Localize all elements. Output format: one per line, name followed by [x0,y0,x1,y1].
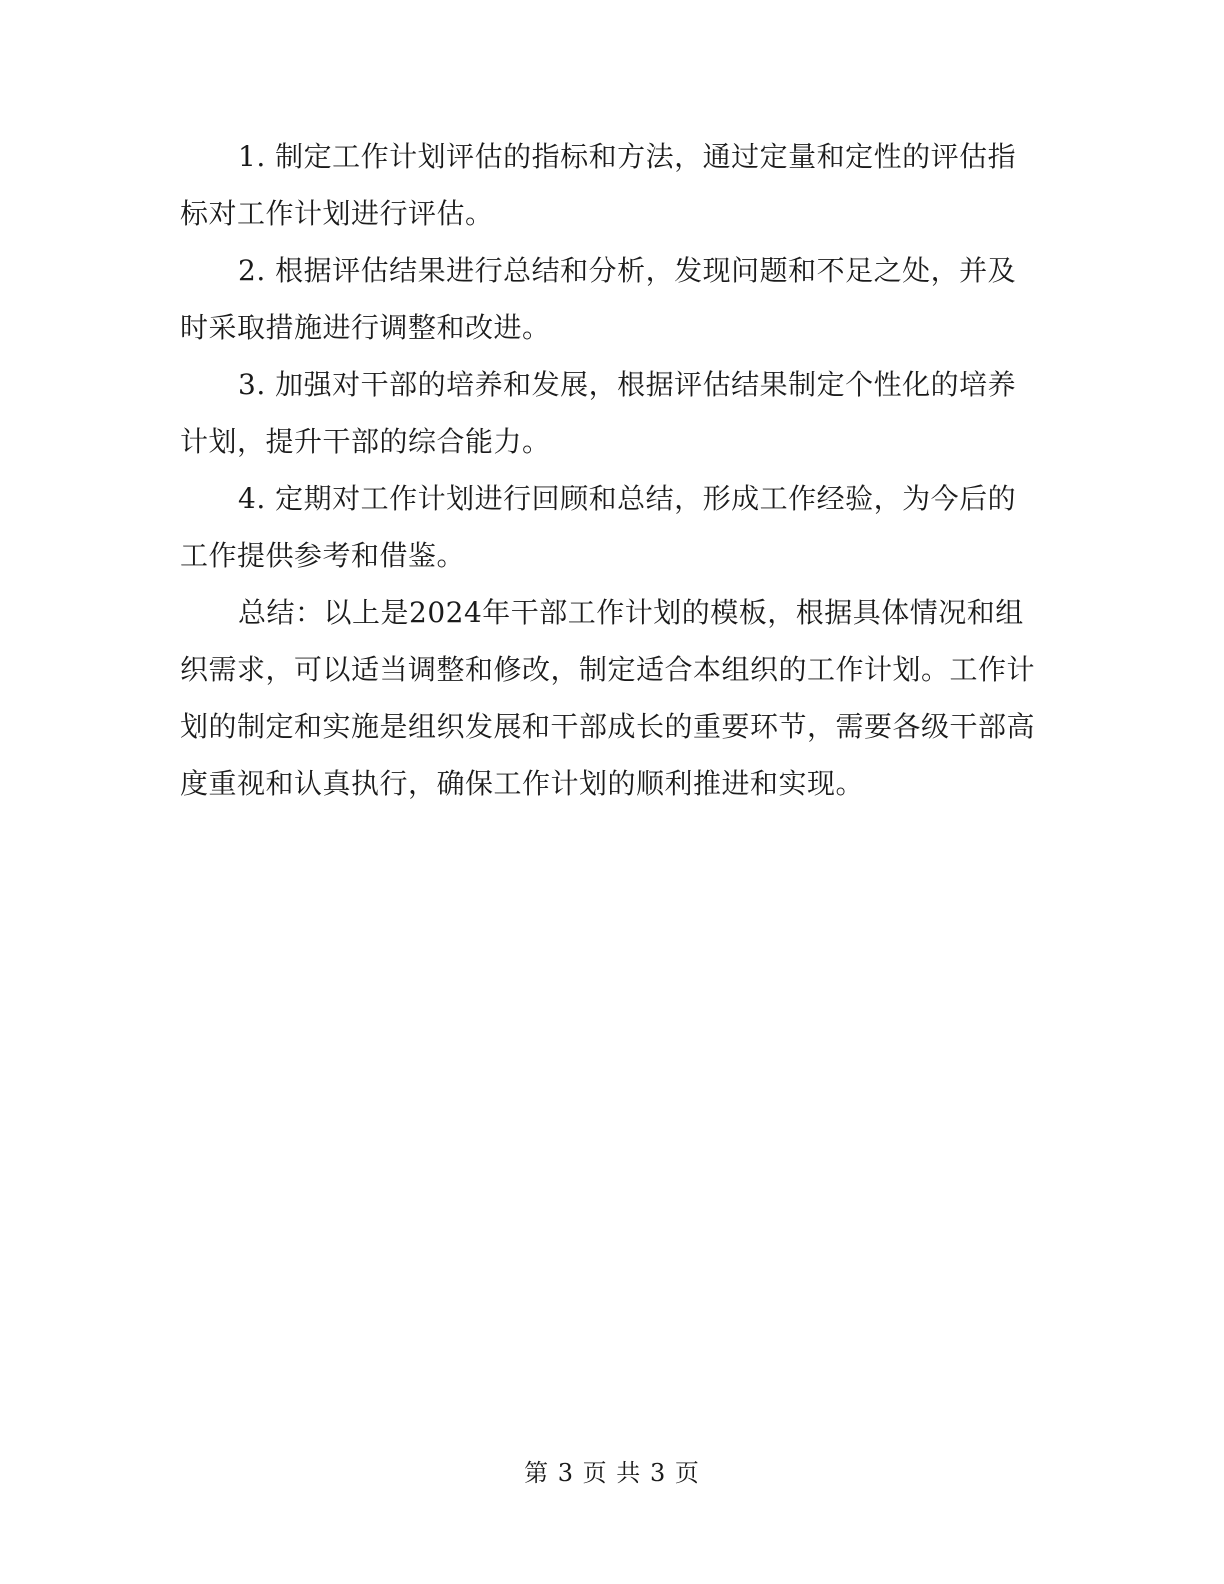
page-number-footer: 第 3 页 共 3 页 [524,1459,700,1487]
list-item-4: 4. 定期对工作计划进行回顾和总结，形成工作经验，为今后的工作提供参考和借鉴。 [180,482,1017,572]
list-item-1: 1. 制定工作计划评估的指标和方法，通过定量和定性的评估指标对工作计划进行评估。 [180,140,1017,230]
summary-paragraph: 总结：以上是2024年干部工作计划的模板，根据具体情况和组织需求，可以适当调整和修改，制定适合本组织的工作计划。工作计划的制定和实施是组织发展和干部成长的重要环节，需要各级干部高度重视和认真执行，确保工作计划的顺利推进和实现。 [180,596,1036,800]
list-item-3: 3. 加强对干部的培养和发展，根据评估结果制定个性化的培养计划，提升干部的综合能力。 [180,368,1017,458]
list-item-2: 2. 根据评估结果进行总结和分析，发现问题和不足之处，并及时采取措施进行调整和改进。 [180,254,1017,344]
document-body [180,128,1040,812]
